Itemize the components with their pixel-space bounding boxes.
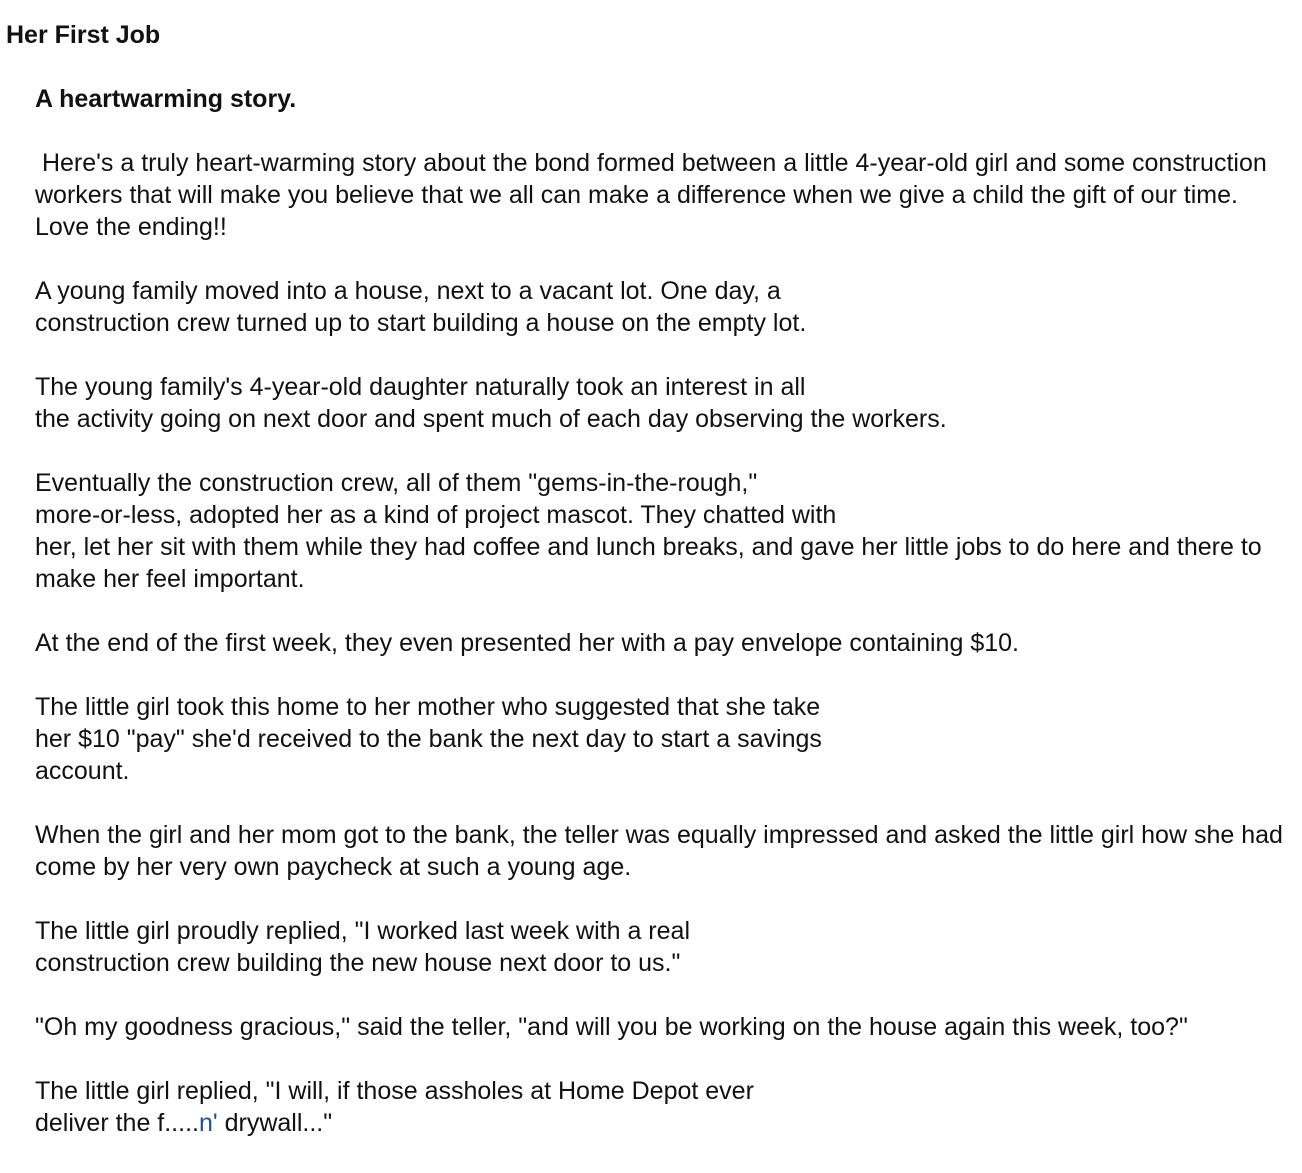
paragraph-line: account. — [35, 757, 130, 785]
paragraph-line: At the end of the first week, they even presented her with a pay envelope containing $10. — [35, 629, 1019, 657]
document-title: Her First Job — [6, 21, 161, 49]
story-paragraph — [35, 467, 1295, 595]
paragraph-line: "Oh my goodness gracious," said the teller, "and will you be working on the house again this week, too?" — [35, 1013, 1188, 1041]
story-paragraph — [35, 627, 1295, 659]
paragraph-line: The young family's 4-year-old daughter naturally took an interest in all — [35, 373, 806, 401]
punchline-start: deliver the f..... — [35, 1109, 199, 1137]
paragraph-line: The little girl proudly replied, "I worked last week with a real — [35, 917, 690, 945]
story-body — [35, 83, 1295, 1171]
paragraph-line-punchline — [35, 1107, 1295, 1139]
punchline-accent: n' — [198, 1109, 218, 1137]
paragraph-line: more-or-less, adopted her as a kind of project mascot. They chatted with — [35, 501, 837, 529]
paragraph-line: Here's a truly heart-warming story about the bond formed between a little 4-year-old girl and some construction workers that will make you believe that we all can make a difference when we give a child the gift of our time. Love the ending!! — [35, 149, 1274, 241]
paragraph-line: The little girl replied, "I will, if those assholes at Home Depot ever — [35, 1077, 754, 1105]
story-subtitle: A heartwarming story. — [35, 85, 297, 113]
paragraph-line: her, let her sit with them while they had coffee and lunch breaks, and gave her little jobs to do here and there to make her feel important. — [35, 533, 1262, 593]
paragraph-line: construction crew building the new house next door to us." — [35, 949, 681, 977]
story-paragraph — [35, 819, 1295, 883]
paragraph-line: When the girl and her mom got to the bank, the teller was equally impressed and asked the little girl how she had come by her very own paycheck at such a young age. — [35, 821, 1283, 881]
paragraph-line: her $10 "pay" she'd received to the bank the next day to start a savings — [35, 725, 822, 753]
punchline-end: drywall..." — [217, 1109, 333, 1137]
story-paragraph — [35, 275, 1295, 339]
story-paragraph — [35, 147, 1295, 243]
paragraph-line: The little girl took this home to her mother who suggested that she take — [35, 693, 821, 721]
paragraph-line: A young family moved into a house, next to a vacant lot. One day, a — [35, 277, 781, 305]
paragraph-line: construction crew turned up to start building a house on the empty lot. — [35, 309, 807, 337]
story-paragraph — [35, 691, 1295, 787]
paragraph-line: Eventually the construction crew, all of them "gems-in-the-rough," — [35, 469, 758, 497]
story-paragraph — [35, 371, 1295, 435]
story-final-paragraph — [35, 1075, 1295, 1139]
paragraph-line: the activity going on next door and spent much of each day observing the workers. — [35, 405, 947, 433]
story-paragraph — [35, 1011, 1295, 1043]
story-paragraph — [35, 915, 1295, 979]
